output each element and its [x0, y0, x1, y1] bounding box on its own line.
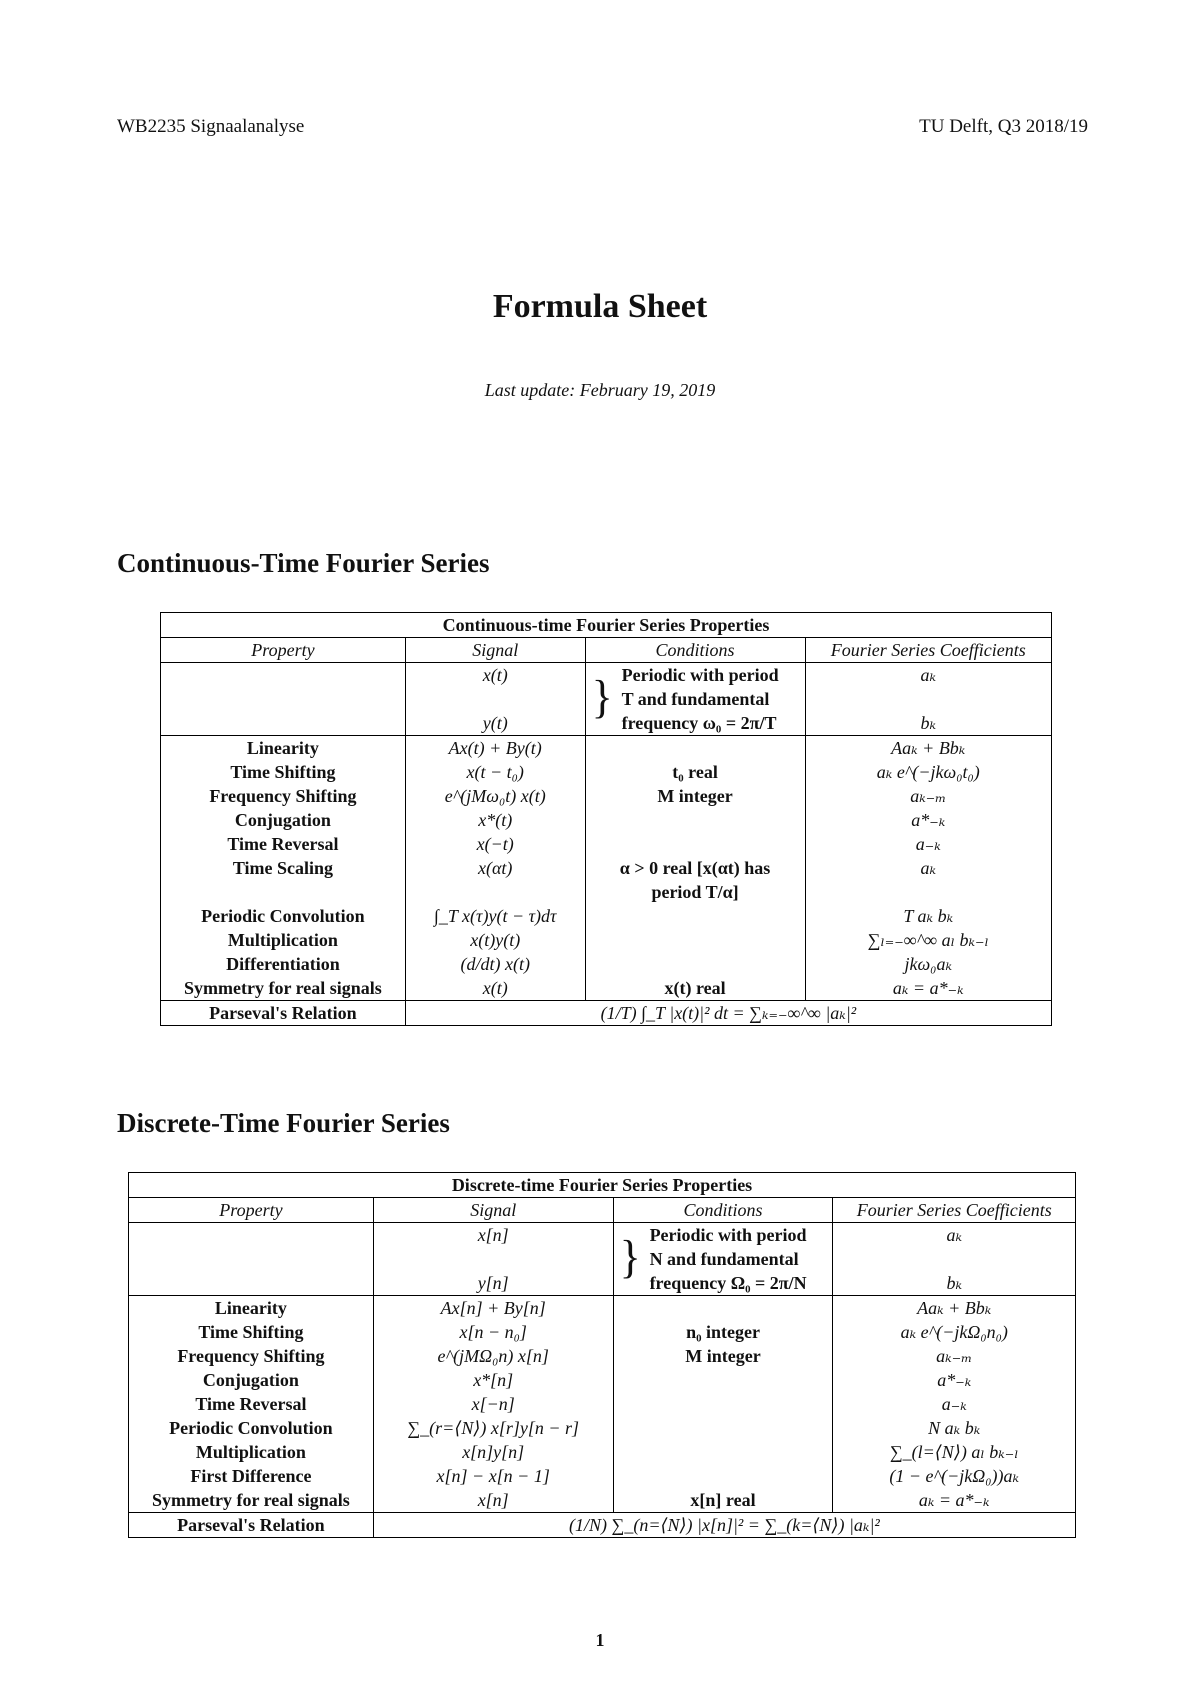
ct-property: Periodic Convolution: [201, 906, 365, 926]
page-number: 1: [595, 1630, 605, 1650]
ct-col-property: Property: [161, 638, 406, 663]
ct-coeff: a₋ₖ: [915, 834, 941, 854]
ct-def-coeff: bₖ: [920, 713, 937, 733]
ct-property: Conjugation: [234, 810, 331, 830]
dt-parseval-formula: (1/N) ∑_(n=⟨N⟩) |x[n]|² = ∑_(k=⟨N⟩) |aₖ|²: [569, 1515, 880, 1535]
ct-condition: t₀ real: [672, 762, 718, 782]
dt-coeff: ∑_(l=⟨N⟩) aₗ bₖ₋ₗ: [889, 1442, 1019, 1462]
dt-condition: [618, 1464, 829, 1488]
dt-condition: [618, 1368, 829, 1392]
dt-def-condition: N and fundamental: [649, 1249, 799, 1269]
ct-condition: [590, 736, 801, 760]
dt-property: Frequency Shifting: [177, 1346, 325, 1366]
ct-def-condition: frequency ω₀ = 2π/T: [621, 713, 777, 733]
dt-coeff: N aₖ bₖ: [928, 1418, 981, 1438]
ct-col-conditions: Conditions: [585, 638, 805, 663]
dt-parseval-row: [129, 1513, 1076, 1538]
last-update: Last update: February 19, 2019: [484, 380, 716, 400]
dt-property-list: [129, 1296, 374, 1513]
ct-signal: x(−t): [476, 834, 514, 854]
dt-coeff: a₋ₖ: [941, 1394, 967, 1414]
dt-coeff-list: [833, 1296, 1076, 1513]
dt-property: Time Reversal: [195, 1394, 307, 1414]
ct-signal-list: [405, 736, 585, 1001]
dt-signal: x[−n]: [471, 1394, 515, 1414]
ct-table-caption: Continuous-time Fourier Series Properties: [161, 613, 1052, 638]
ct-signal: x(αt): [478, 858, 513, 878]
dt-properties-body: [129, 1296, 1076, 1513]
dt-property: Periodic Convolution: [169, 1418, 333, 1438]
dt-coeff: aₖ₋ₘ: [936, 1346, 973, 1366]
ct-coeff: ∑ₗ₌₋∞^∞ aₗ bₖ₋ₗ: [867, 930, 989, 950]
dt-def-signal: x[n]: [477, 1225, 509, 1245]
brace-icon: }: [619, 1231, 641, 1284]
ct-definition-row: [161, 663, 1052, 736]
dt-condition: [618, 1392, 829, 1416]
ct-signal: x*(t): [478, 810, 513, 830]
dt-definition-row: [129, 1223, 1076, 1296]
ct-property: [165, 880, 401, 904]
header-course: WB2235 Signaalanalyse: [117, 116, 305, 137]
dt-condition: M integer: [685, 1346, 761, 1366]
ct-condition-list: [585, 736, 805, 1001]
dt-condition-list: [613, 1296, 833, 1513]
dt-signal: e^(jMΩ₀n) x[n]: [437, 1346, 549, 1366]
ct-condition: [590, 808, 801, 832]
ct-coeff: aₖ e^(−jkω₀t₀): [876, 762, 980, 782]
dt-condition: [618, 1296, 829, 1320]
ct-coeff: aₖ₋ₘ: [910, 786, 947, 806]
dt-property: Conjugation: [202, 1370, 299, 1390]
ct-signal: x(t): [482, 978, 508, 998]
ct-coeff-list: [805, 736, 1052, 1001]
dt-condition: [618, 1440, 829, 1464]
ct-col-signal: Signal: [405, 638, 585, 663]
ct-coeff: jkω₀aₖ: [904, 954, 953, 974]
ct-signal: Ax(t) + By(t): [448, 738, 542, 758]
dt-def-condition: Periodic with period: [649, 1225, 807, 1245]
dt-signal: x[n] − x[n − 1]: [436, 1466, 550, 1486]
ct-signal: x(t)y(t): [470, 930, 521, 950]
dt-col-signal: Signal: [373, 1198, 613, 1223]
dt-signal-list: [373, 1296, 613, 1513]
dt-property: Time Shifting: [198, 1322, 304, 1342]
ct-condition: α > 0 real [x(αt) has: [619, 858, 771, 878]
dt-signal: ∑_(r=⟨N⟩) x[r]y[n − r]: [407, 1418, 580, 1438]
ct-coeff: aₖ: [920, 858, 937, 878]
dt-properties-table: [128, 1172, 1076, 1538]
dt-property: Multiplication: [195, 1442, 306, 1462]
dt-signal: x[n − n₀]: [459, 1322, 527, 1342]
dt-col-property: Property: [129, 1198, 374, 1223]
dt-table-caption: Discrete-time Fourier Series Properties: [129, 1173, 1076, 1198]
ct-parseval-label: Parseval's Relation: [209, 1003, 357, 1023]
ct-properties-body: [161, 736, 1052, 1001]
ct-def-condition: Periodic with period: [621, 665, 779, 685]
dt-signal: x[n]: [477, 1490, 509, 1510]
ct-property-list: [161, 736, 406, 1001]
ct-condition: [590, 928, 801, 952]
ct-condition: [590, 832, 801, 856]
dt-def-condition: frequency Ω₀ = 2π/N: [649, 1273, 807, 1293]
ct-condition: x(t) real: [664, 978, 726, 998]
ct-property: Linearity: [246, 738, 319, 758]
dt-def-signal: y[n]: [477, 1273, 509, 1293]
dt-signal: Ax[n] + By[n]: [440, 1298, 546, 1318]
ct-property: Frequency Shifting: [209, 786, 357, 806]
dt-def-coeff: bₖ: [946, 1273, 963, 1293]
dt-coeff: a*₋ₖ: [937, 1370, 972, 1390]
ct-parseval-row: [161, 1001, 1052, 1026]
dt-col-coefficients: Fourier Series Coefficients: [833, 1198, 1076, 1223]
ct-coeff: T aₖ bₖ: [903, 906, 954, 926]
ct-property: Time Reversal: [227, 834, 339, 854]
dt-col-conditions: Conditions: [613, 1198, 833, 1223]
dt-signal: x*[n]: [473, 1370, 514, 1390]
header-term: TU Delft, Q3 2018/19: [919, 116, 1088, 137]
dt-coeff: (1 − e^(−jkΩ₀))aₖ: [889, 1466, 1020, 1486]
dt-property: Symmetry for real signals: [152, 1490, 350, 1510]
ct-col-coefficients: Fourier Series Coefficients: [805, 638, 1052, 663]
dt-signal: x[n]y[n]: [462, 1442, 525, 1462]
ct-condition: period T/α]: [651, 882, 739, 902]
dt-coeff: Aaₖ + Bbₖ: [917, 1298, 992, 1318]
dt-condition: n₀ integer: [686, 1322, 760, 1342]
section-title-dt: Discrete-Time Fourier Series: [117, 1108, 450, 1138]
ct-def-coeff: aₖ: [920, 665, 937, 685]
dt-parseval-label: Parseval's Relation: [177, 1515, 325, 1535]
ct-signal: ∫_T x(τ)y(t − τ)dτ: [433, 906, 557, 926]
ct-condition: [590, 904, 801, 928]
dt-condition: x[n] real: [690, 1490, 756, 1510]
ct-signal: [410, 880, 581, 904]
ct-coeff: aₖ = a*₋ₖ: [892, 978, 964, 998]
brace-icon: }: [591, 671, 613, 724]
ct-signal: x(t − t₀): [466, 762, 524, 782]
dt-property: Linearity: [214, 1298, 287, 1318]
ct-property: Multiplication: [227, 930, 338, 950]
ct-parseval-formula: (1/T) ∫_T |x(t)|² dt = ∑ₖ₌₋∞^∞ |aₖ|²: [600, 1003, 857, 1023]
page-title: Formula Sheet: [492, 288, 708, 325]
ct-property: Time Shifting: [230, 762, 336, 782]
ct-property: Differentiation: [226, 954, 340, 974]
ct-property: Time Scaling: [232, 858, 333, 878]
ct-coeff: [810, 880, 1048, 904]
section-title-ct: Continuous-Time Fourier Series: [117, 548, 490, 578]
ct-def-signal: y(t): [482, 713, 508, 733]
ct-properties-table: [160, 612, 1052, 1026]
ct-condition: M integer: [657, 786, 733, 806]
ct-property: Symmetry for real signals: [184, 978, 382, 998]
dt-condition: [618, 1416, 829, 1440]
ct-def-signal: x(t): [482, 665, 508, 685]
ct-condition: [590, 952, 801, 976]
ct-def-condition: T and fundamental: [621, 689, 770, 709]
ct-coeff: a*₋ₖ: [911, 810, 946, 830]
ct-signal: (d/dt) x(t): [460, 954, 530, 974]
dt-coeff: aₖ = a*₋ₖ: [918, 1490, 990, 1510]
ct-coeff: Aaₖ + Bbₖ: [891, 738, 966, 758]
dt-coeff: aₖ e^(−jkΩ₀n₀): [900, 1322, 1008, 1342]
dt-property: First Difference: [190, 1466, 312, 1486]
ct-signal: e^(jMω₀t) x(t): [444, 786, 546, 806]
dt-def-coeff: aₖ: [946, 1225, 963, 1245]
